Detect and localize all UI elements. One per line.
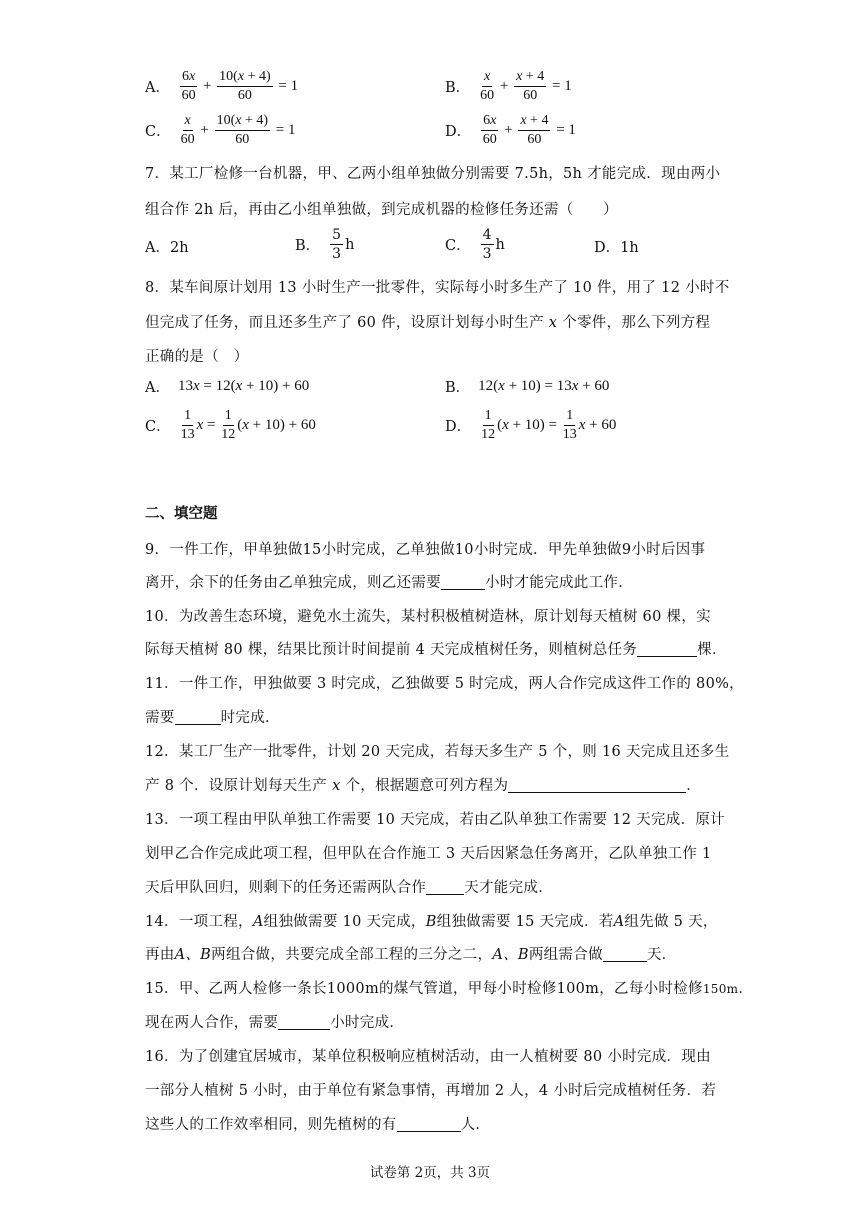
q6-option-c-label: C． [145, 124, 171, 141]
q15-line-1-end: ． [738, 981, 754, 997]
q12-line-2-middle: 个，根据题意可列方程为 [345, 778, 509, 794]
q15-line-1 [145, 977, 753, 998]
q6-option-c [145, 114, 296, 147]
q8-option-a-label: A． [145, 380, 170, 396]
q14-line-2-text: 两组需合做 [528, 947, 603, 963]
q7-option-c-label: C． [445, 238, 471, 255]
q7-line-1: 7．某工厂检修一台机器，甲、乙两小组单独做分别需要 7.5h，5h 才能完成．现由两小 [145, 166, 721, 182]
q16-line-3 [145, 1113, 490, 1134]
q15-line-2 [145, 1011, 404, 1032]
q12-variable-x: x [332, 778, 341, 794]
q15-line-1-text: 15．甲、乙两人检修一条长1000m的煤气管道，甲每小时检修100m，乙每小时检修 [145, 981, 703, 997]
q11-line-1: 11．一件工作，甲独做要 3 时完成，乙独做要 5 时完成，两人合作完成这件工作的 80%， [145, 676, 744, 692]
q12-line-1: 12．某工厂生产一批零件，计划 20 天完成，若每天多生产 5 个，则 16 天完成且还多生 [145, 744, 730, 760]
section-fill-in-blank-title: 二、填空题 [145, 506, 218, 522]
q9-line-2-end: 小时才能完成此工作． [485, 575, 633, 591]
q13-line-3-end: 天才能完成． [464, 880, 554, 896]
q14-line-2 [145, 943, 676, 964]
q8-line-2 [145, 311, 710, 332]
q8-option-b [445, 376, 609, 397]
q14-line-1-part-b: 组独做需要 10 天完成， [263, 914, 426, 930]
q14-group-a: A [252, 914, 264, 930]
q14-line-1-start: 14．一项工程， [145, 914, 253, 930]
q7-option-d: D．1h [594, 240, 639, 256]
q7-option-b-label: B． [295, 238, 321, 255]
q15-answer-blank[interactable] [278, 1015, 330, 1030]
q16-line-3-text: 这些人的工作效率相同，则先植树的有 [145, 1117, 397, 1133]
q14-line-2-end: 天． [646, 947, 677, 963]
q12-line-2-end: ． [686, 778, 702, 794]
q7-option-b [295, 228, 354, 261]
q11-answer-blank[interactable] [175, 710, 221, 725]
q9-answer-blank[interactable] [441, 575, 485, 590]
q14-groups-ab: A、B [174, 947, 212, 963]
q14-group-b: B [425, 914, 437, 930]
q14-line-1-end: 组先做 5 天， [624, 914, 718, 930]
q14-groups-ab-second: A、B [492, 947, 529, 963]
q14-line-2-start: 再由 [145, 947, 175, 963]
q12-answer-blank[interactable] [508, 778, 686, 793]
q8-line-3: 正确的是（ ） [145, 349, 249, 365]
q8-option-d-equation: $\frac{1}{12}$ ( x + 10) = $\frac{1}{13}$ x + 60 [481, 408, 617, 442]
q11-line-2-text: 需要 [145, 710, 175, 726]
q6-option-a-equation: $\frac{6x}{60}$ + $\frac{10(x + 4)}{60}$ = 1 [181, 69, 299, 103]
q8-option-c-label: C． [145, 419, 171, 436]
q8-option-d-label: D． [445, 419, 472, 436]
q12-line-2 [145, 774, 701, 795]
q16-line-1: 16．为了创建宜居城市，某单位积极响应植树活动，由一人植树要 80 小时完成．现由 [145, 1049, 711, 1065]
q9-line-2 [145, 571, 633, 592]
q15-line-2-end: 小时完成． [330, 1015, 405, 1031]
q12-line-2-text: 产 8 个．设原计划每天生产 [145, 778, 328, 794]
q10-line-2 [145, 638, 727, 659]
q6-option-a [145, 70, 298, 103]
q16-answer-blank[interactable] [397, 1117, 461, 1132]
q7-option-c-unit: h [495, 236, 505, 253]
q6-option-b-label: B． [445, 80, 471, 97]
q14-line-1 [145, 910, 718, 931]
q6-option-b-equation: $\frac{x}{60}$ + $\frac{x + 4}{60}$ = 1 [480, 69, 572, 103]
q6-option-d-label: D． [445, 124, 472, 141]
q9-line-1: 9．一件工作，甲单独做15小时完成，乙单独做10小时完成．甲先单独做9小时后因事 [145, 542, 706, 558]
q8-line-2-end: 个零件，那么下列方程 [562, 315, 711, 331]
q8-option-b-equation: 12( x + 10) = 13 x + 60 [478, 378, 610, 394]
q8-option-c-equation: $\frac{1}{13}$ x = $\frac{1}{12}$ ( x + 10) + 60 [180, 408, 316, 442]
q6-option-b [445, 70, 572, 103]
q16-line-2: 一部分人植树 5 小时，由于单位有紧急事情，再增加 2 人，4 小时后完成植树任务．若 [145, 1083, 717, 1099]
q8-option-c [145, 409, 316, 442]
q7-option-b-unit: h [345, 236, 355, 253]
q7-option-b-numerator: 5 [332, 227, 342, 243]
q15-line-1-rate: 150m [702, 982, 739, 996]
q9-line-2-text: 离开，余下的任务由乙单独完成，则乙还需要 [145, 575, 441, 591]
q7-option-c [445, 228, 505, 261]
q8-option-d [445, 409, 616, 442]
q8-option-a [145, 376, 309, 397]
q6-option-d [445, 114, 576, 147]
q16-line-3-end: 人． [460, 1117, 491, 1133]
q8-option-b-label: B． [445, 380, 471, 396]
q10-answer-blank[interactable] [637, 642, 697, 657]
q14-line-2-middle: 两组合做，共要完成全部工程的三分之二， [211, 947, 493, 963]
q10-line-2-end: 棵． [697, 642, 727, 658]
q8-option-a-equation: 13 x = 12( x + 10) + 60 [177, 378, 310, 394]
q13-line-2: 划甲乙合作完成此项工程，但甲队在合作施工 3 天后因紧急任务离开，乙队单独工作 1 [145, 846, 712, 862]
q8-variable-x: x [548, 315, 558, 331]
q6-option-a-label: A． [145, 80, 170, 97]
q14-answer-blank[interactable] [603, 947, 647, 962]
q11-line-2 [145, 706, 280, 727]
q7-option-c-denominator: 3 [482, 245, 492, 262]
q13-line-1: 13．一项工程由甲队单独工作需要 10 天完成，若由乙队单独工作需要 12 天完成．原计 [145, 812, 725, 828]
q7-option-b-denominator: 3 [332, 245, 342, 262]
page-footer: 试卷第 2页，共 3页 [369, 1165, 491, 1181]
q8-line-1: 8．某车间原计划用 13 小时生产一批零件，实际每小时多生产了 10 件，用了 12 小时不 [145, 280, 730, 296]
q14-group-a-second: A [613, 914, 625, 930]
q8-line-2-text: 但完成了任务，而且还多生产了 60 件，设原计划每小时生产 [145, 315, 544, 331]
q13-line-3-text: 天后甲队回归，则剩下的任务还需两队合作 [145, 880, 427, 896]
q6-option-d-equation: $\frac{6x}{60}$ + $\frac{x + 4}{60}$ = 1 [482, 113, 576, 147]
q6-option-c-equation: $\frac{x}{60}$ + $\frac{10(x + 4)}{60}$ = 1 [180, 113, 296, 147]
q10-line-2-text: 际每天植树 80 棵，结果比预计时间提前 4 天完成植树任务，则植树总任务 [145, 642, 638, 658]
q10-line-1: 10．为改善生态环境，避免水土流失，某村积极植树造林，原计划每天植树 60 棵，实 [145, 609, 711, 625]
q13-answer-blank[interactable] [426, 880, 464, 895]
q13-line-3 [145, 876, 553, 897]
q15-line-2-text: 现在两人合作，需要 [145, 1015, 279, 1031]
q11-line-2-end: 时完成． [220, 710, 280, 726]
q7-option-c-numerator: 4 [482, 227, 492, 243]
q7-line-2: 组合作 2h 后，再由乙小组单独做，到完成机器的检修任务还需（ ） [145, 202, 618, 218]
q14-line-1-part-c: 组独做需要 15 天完成．若 [436, 914, 614, 930]
q7-option-a: A．2h [145, 240, 189, 256]
